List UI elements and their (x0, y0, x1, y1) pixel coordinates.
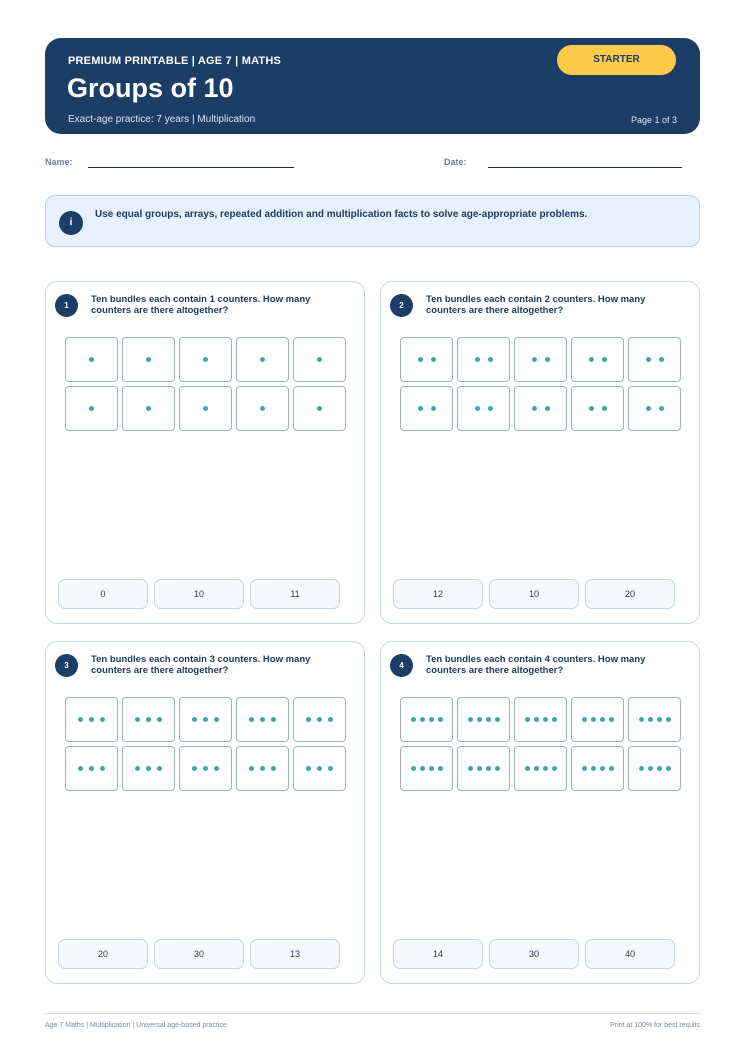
counter-dot (488, 357, 493, 362)
counter-dot (582, 717, 587, 722)
counter-bundle (236, 746, 289, 791)
counter-bundle (122, 746, 175, 791)
counter-bundle (457, 337, 510, 382)
answer-option[interactable]: 10 (489, 579, 579, 609)
counter-dot (646, 357, 651, 362)
counter-dot (271, 717, 276, 722)
counter-dot (477, 766, 482, 771)
counter-dot (666, 766, 671, 771)
counter-dot (486, 766, 491, 771)
counter-dot (657, 717, 662, 722)
counter-dot (328, 717, 333, 722)
counter-dot (431, 406, 436, 411)
counter-dot (135, 766, 140, 771)
counter-dot (545, 357, 550, 362)
counter-dot (543, 717, 548, 722)
counter-dot (589, 406, 594, 411)
answer-option[interactable]: 20 (58, 939, 148, 969)
question-number: 1 (55, 294, 78, 317)
counter-bundle (122, 337, 175, 382)
counter-dot (249, 717, 254, 722)
counter-bundle (65, 337, 118, 382)
counter-dot (552, 717, 557, 722)
answer-options (58, 579, 340, 609)
counter-dot (411, 717, 416, 722)
counter-dot (648, 766, 653, 771)
counter-bundle (65, 697, 118, 742)
question-card (380, 281, 700, 624)
page-title: Groups of 10 (67, 73, 234, 103)
counter-dot (602, 406, 607, 411)
info-banner (45, 195, 700, 247)
counter-dot (545, 406, 550, 411)
counter-bundle (65, 746, 118, 791)
counter-bundle (514, 386, 567, 431)
counter-bundle (293, 386, 346, 431)
counter-dot (214, 766, 219, 771)
name-label: Name: (45, 157, 73, 167)
counter-bundle (400, 697, 453, 742)
counter-bundle (457, 386, 510, 431)
answer-option[interactable]: 20 (585, 579, 675, 609)
counter-dot (203, 357, 208, 362)
counter-dot (420, 717, 425, 722)
answer-option[interactable]: 14 (393, 939, 483, 969)
answer-options (393, 579, 675, 609)
footer-right-text: Print at 100% for best results (610, 1022, 700, 1029)
counter-bundle (236, 697, 289, 742)
counter-dot (89, 357, 94, 362)
counter-dot (429, 717, 434, 722)
counter-dot (591, 717, 596, 722)
counter-dot (328, 766, 333, 771)
counter-dot (203, 766, 208, 771)
counter-dot (468, 766, 473, 771)
counter-bundle (122, 697, 175, 742)
counter-dot (89, 766, 94, 771)
counter-dot (89, 406, 94, 411)
question-card (380, 641, 700, 984)
counter-dot (488, 406, 493, 411)
counter-dot (317, 717, 322, 722)
counter-bundle (457, 746, 510, 791)
counter-bundle (514, 746, 567, 791)
counter-dot (78, 717, 83, 722)
counter-dot (468, 717, 473, 722)
counter-dot (648, 717, 653, 722)
worksheet-header (45, 38, 700, 134)
counter-bundle (400, 746, 453, 791)
counter-bundle (179, 337, 232, 382)
counter-dot (260, 357, 265, 362)
counter-dot (525, 766, 530, 771)
footer-left-text: Age 7 Maths | Multiplication | Universal age-based practice (45, 1022, 227, 1029)
counter-dot (317, 406, 322, 411)
counter-dot (157, 766, 162, 771)
header-kicker: PREMIUM PRINTABLE | AGE 7 | MATHS (68, 55, 282, 67)
question-number: 3 (55, 654, 78, 677)
page-number: Page 1 of 3 (630, 115, 677, 125)
counter-dot (249, 766, 254, 771)
counter-dot (495, 717, 500, 722)
counter-dot (438, 717, 443, 722)
counter-dot (659, 357, 664, 362)
counter-bundle (236, 337, 289, 382)
counter-bundle (628, 337, 681, 382)
bundle-grid (400, 697, 683, 792)
counter-dot (214, 717, 219, 722)
counter-bundle (400, 386, 453, 431)
question-number: 4 (390, 654, 413, 677)
question-text: Ten bundles each contain 3 counters. How many counters are there altogether? (91, 654, 311, 676)
question-card (45, 641, 365, 984)
counter-dot (146, 766, 151, 771)
name-field[interactable] (88, 167, 294, 168)
counter-bundle (293, 697, 346, 742)
counter-bundle (457, 697, 510, 742)
counter-dot (666, 717, 671, 722)
counter-bundle (514, 337, 567, 382)
counter-bundle (179, 697, 232, 742)
counter-dot (192, 766, 197, 771)
counter-dot (438, 766, 443, 771)
counter-dot (582, 766, 587, 771)
counter-dot (657, 766, 662, 771)
counter-bundle (293, 337, 346, 382)
counter-dot (534, 766, 539, 771)
counter-bundle (236, 386, 289, 431)
counter-dot (532, 406, 537, 411)
header-subtitle: Exact-age practice: 7 years | Multiplication (68, 114, 256, 125)
question-text: Ten bundles each contain 2 counters. How many counters are there altogether? (426, 294, 646, 316)
counter-dot (495, 766, 500, 771)
counter-dot (600, 717, 605, 722)
counter-dot (532, 357, 537, 362)
counter-dot (78, 766, 83, 771)
counter-dot (411, 766, 416, 771)
counter-dot (89, 717, 94, 722)
answer-options (58, 939, 340, 969)
counter-dot (486, 717, 491, 722)
bundle-grid (65, 337, 348, 432)
counter-dot (591, 766, 596, 771)
counter-dot (192, 717, 197, 722)
counter-dot (543, 766, 548, 771)
counter-bundle (628, 697, 681, 742)
counter-bundle (571, 337, 624, 382)
counter-dot (317, 357, 322, 362)
counter-dot (552, 766, 557, 771)
counter-dot (525, 717, 530, 722)
counter-dot (100, 766, 105, 771)
counter-dot (639, 766, 644, 771)
counter-dot (146, 357, 151, 362)
counter-dot (260, 766, 265, 771)
answer-option[interactable]: 10 (154, 579, 244, 609)
counter-dot (418, 357, 423, 362)
counter-dot (609, 717, 614, 722)
counter-bundle (571, 386, 624, 431)
answer-option[interactable]: 11 (250, 579, 340, 609)
counter-dot (602, 357, 607, 362)
question-text: Ten bundles each contain 4 counters. How many counters are there altogether? (426, 654, 646, 676)
counter-bundle (65, 386, 118, 431)
answer-option[interactable]: 12 (393, 579, 483, 609)
counter-dot (477, 717, 482, 722)
counter-dot (260, 717, 265, 722)
counter-dot (260, 406, 265, 411)
counter-dot (431, 357, 436, 362)
counter-dot (429, 766, 434, 771)
counter-dot (646, 406, 651, 411)
date-field[interactable] (488, 167, 682, 168)
counter-dot (306, 766, 311, 771)
footer-divider (45, 1013, 700, 1014)
counter-dot (475, 406, 480, 411)
question-number: 2 (390, 294, 413, 317)
answer-option[interactable]: 30 (154, 939, 244, 969)
info-icon: i (59, 211, 83, 235)
question-card (45, 281, 365, 624)
counter-bundle (514, 697, 567, 742)
counter-dot (146, 717, 151, 722)
info-text: Use equal groups, arrays, repeated addition and multiplication facts to solve age-appropriate problems. (95, 209, 588, 220)
answer-option[interactable]: 13 (250, 939, 340, 969)
counter-bundle (628, 386, 681, 431)
counter-bundle (122, 386, 175, 431)
counter-dot (100, 717, 105, 722)
counter-dot (135, 717, 140, 722)
level-badge: STARTER (557, 45, 676, 75)
answer-option[interactable]: 0 (58, 579, 148, 609)
counter-bundle (571, 697, 624, 742)
counter-dot (534, 717, 539, 722)
counter-dot (271, 766, 276, 771)
answer-option[interactable]: 40 (585, 939, 675, 969)
counter-bundle (179, 386, 232, 431)
counter-bundle (628, 746, 681, 791)
counter-dot (475, 357, 480, 362)
counter-dot (589, 357, 594, 362)
counter-bundle (293, 746, 346, 791)
counter-dot (418, 406, 423, 411)
counter-dot (306, 717, 311, 722)
bundle-grid (400, 337, 683, 432)
counter-dot (317, 766, 322, 771)
counter-dot (203, 717, 208, 722)
counter-dot (600, 766, 605, 771)
counter-dot (659, 406, 664, 411)
counter-bundle (179, 746, 232, 791)
counter-bundle (571, 746, 624, 791)
counter-dot (609, 766, 614, 771)
counter-bundle (400, 337, 453, 382)
answer-option[interactable]: 30 (489, 939, 579, 969)
counter-dot (157, 717, 162, 722)
counter-dot (146, 406, 151, 411)
counter-dot (639, 717, 644, 722)
question-text: Ten bundles each contain 1 counters. How many counters are there altogether? (91, 294, 311, 316)
counter-dot (420, 766, 425, 771)
counter-dot (203, 406, 208, 411)
answer-options (393, 939, 675, 969)
bundle-grid (65, 697, 348, 792)
date-label: Date: (444, 157, 467, 167)
